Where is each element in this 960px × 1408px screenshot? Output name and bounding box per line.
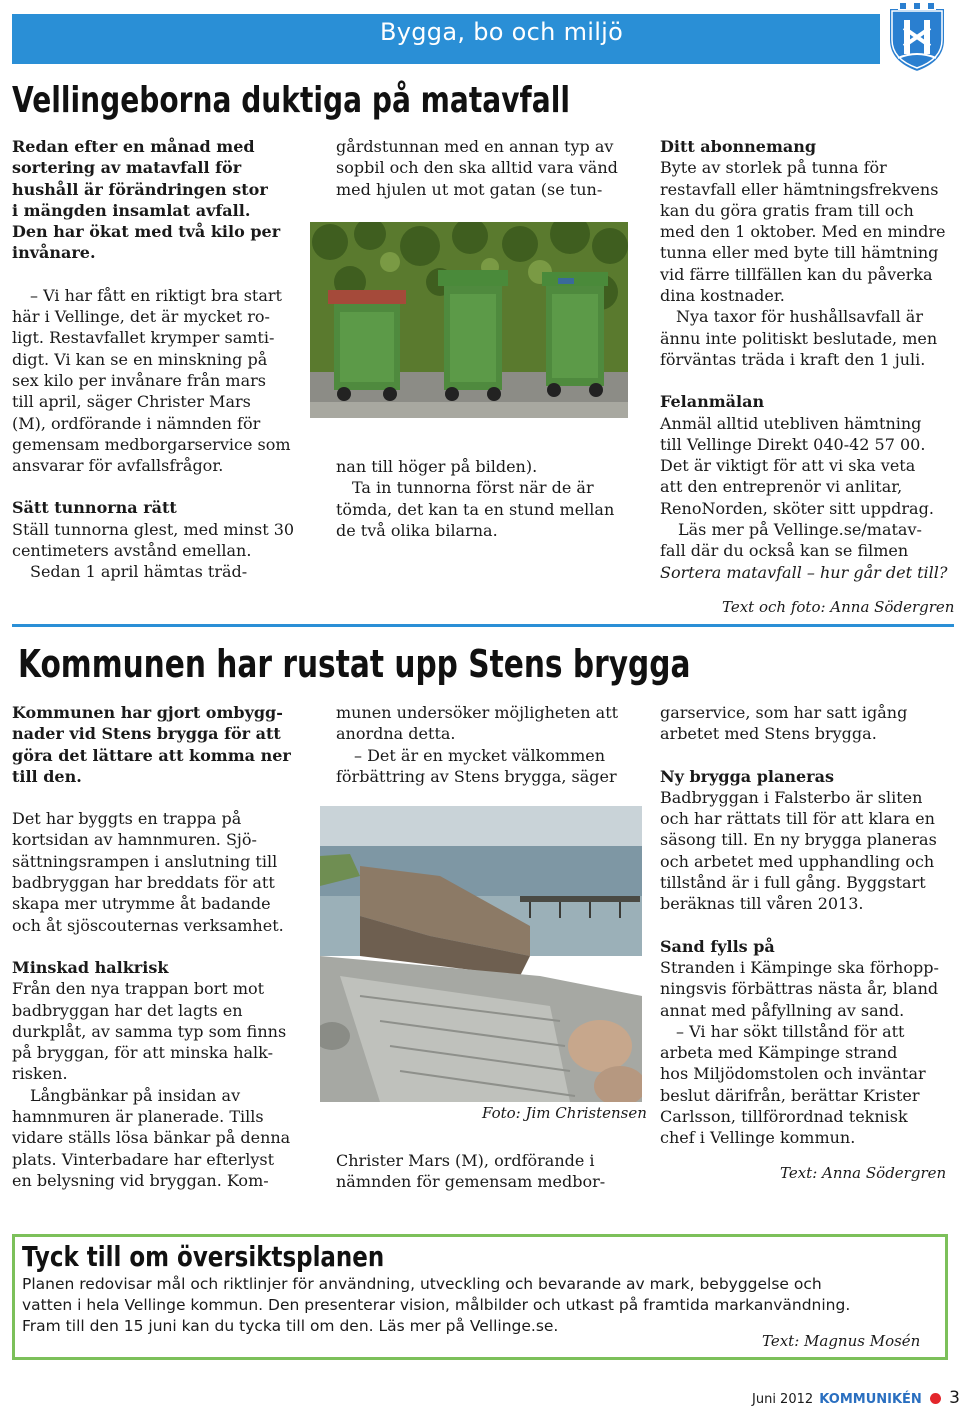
info-box-title: Tyck till om översiktsplanen: [22, 1240, 385, 1273]
article-column-2-continued: nan till höger på bilden). Ta in tunnorna först när de är tömda, det kan ta en stund mellan de två olika bilarna.: [336, 457, 615, 540]
issue-date: Juni 2012: [752, 1392, 814, 1407]
subheading: Sätt tunnorna rätt: [12, 498, 177, 518]
photo-credit: Foto: Jim Christensen: [482, 1104, 647, 1122]
article-column-2-continued: Christer Mars (M), ordförande i nämnden för gemensam medbor-: [336, 1151, 606, 1192]
bullet-dot-icon: [930, 1393, 941, 1404]
body-paragraph: – Vi har fått en riktigt bra start här i Vellinge, det är mycket ro- ligt. Restavfallet krymper samti- digt. Vi kan se en minskning på sex kilo per invånare från mars till april, säger Christer Mars (M), ordförande i nämnden för gemensam medborgarservice som ansvarar för avfallsfrågor.: [12, 285, 291, 476]
article-headline: Kommunen har rustat upp Stens brygga: [18, 642, 691, 686]
article-column-2: gårdstunnan med en annan typ av sopbil och den ska alltid vara vänd med hjulen ut mot gatan (se tun-: [336, 137, 618, 199]
body-paragraph: Ställ tunnorna glest, med minst 30 centimeters avstånd emellan. Sedan 1 april hämtas träd-: [12, 519, 295, 582]
waste-bins-photo: [310, 222, 628, 418]
article-column-1: [12, 702, 312, 1191]
info-box-credit: Text: Magnus Mosén: [762, 1332, 921, 1350]
subheading: Ditt abonnemang: [660, 137, 817, 156]
section-title: Bygga, bo och miljö: [380, 18, 624, 46]
subheading: Felanmälan: [660, 392, 765, 412]
lead-paragraph: Redan efter en månad med sortering av matavfall för hushåll är förändringen stor i mängden insamlat avfall. Den har ökat med två kilo per invånare.: [12, 137, 281, 263]
lead-paragraph: Kommunen har gjort ombygg- nader vid Stens brygga för att göra det lättare att komma ner till den.: [12, 703, 291, 786]
subheading: Sand fylls på: [660, 936, 775, 956]
article-column-3: garservice, som har satt igång arbetet med Stens brygga. Ny brygga planeras Badbryggan i Falsterbo är sliten och har rättats till för att klara en säsong till. En ny brygga planeras och arbetet med upphandling och tillstånd är i full gång. Byggstart beräknas till våren 2013. Sand fylls på Stranden i Kämpinge ska förhopp- ningsvis förbättras nästa år, bland annat med påfyllning av sand. – Vi har sökt tillstånd för att arbeta med Kämpinge strand hos Miljödomstolen och inväntar beslut därifrån, berättar Krister Carlsson, tillförordnad teknisk chef i Vellinge kommun.: [660, 702, 956, 1149]
page-footer: [752, 1388, 960, 1408]
body-paragraph: Det har byggts en trappa på kortsidan av hamnmuren. Sjö- sättningsrampen i anslutning till badbryggan har breddats för att skapa mer utrymme åt badande och åt sjöscouternas verksamhet.: [12, 809, 284, 935]
pier-photo: [320, 806, 642, 1102]
magazine-name: KOMMUNIKÉN: [819, 1392, 922, 1407]
article-column-1: [12, 136, 312, 583]
body-paragraph: Från den nya trappan bort mot badbryggan har det lagts en durkplåt, av samma typ som finns på bryggan, för att minska halk- risken. Långbänkar på insidan av hamnmuren är planerade. Tills vidare ställs lösa bänkar på denna plats. Vinterbadare har efterlyst en belysning vid bryggan. Kom-: [12, 979, 291, 1190]
article-credit: Text och foto: Anna Södergren: [722, 598, 955, 616]
page-number: 3: [949, 1388, 960, 1408]
info-box-text: Planen redovisar mål och riktlinjer för användning, utveckling och bevarande av mark, bebyggelse och vatten i hela Vellinge kommun. Den presenterar vision, målbilder och utkast på framtida markanvändning. Fram till den 15 juni kan du tycka till om den. Läs mer på Vellinge.se.: [22, 1275, 851, 1335]
article-credit: Text: Anna Södergren: [780, 1164, 947, 1182]
section-divider: [12, 624, 954, 627]
article-column-2: munen undersöker möjligheten att anordna detta. – Det är en mycket välkommen förbättring av Stens brygga, säger: [336, 703, 619, 786]
municipal-crest-icon: [886, 2, 948, 74]
article-headline: Vellingeborna duktiga på matavfall: [12, 80, 570, 121]
subheading: Ny brygga planeras: [660, 766, 834, 786]
article-column-3: Ditt abonnemang Byte av storlek på tunna för restavfall eller hämtningsfrekvens kan du göra gratis fram till och med den 1 oktober. Med en mindre tunna eller med byte till hämtning vid färre tillfällen kan du påverka dina kostnader. Nya taxor för hushållsavfall är ännu inte politiskt beslutade, men förväntas träda i kraft den 1 juli. Felanmälan Anmäl alltid utebliven hämtning till Vellinge Direkt 040-42 57 00. Det är viktigt för att vi ska veta att den entreprenör vi anlitar, RenoNorden, sköter sitt uppdrag. Läs mer på Vellinge.se/matav- fall där du också kan se filmen Sortera matavfall – hur går det till?: [660, 136, 956, 583]
subheading: Minskad halkrisk: [12, 957, 169, 977]
